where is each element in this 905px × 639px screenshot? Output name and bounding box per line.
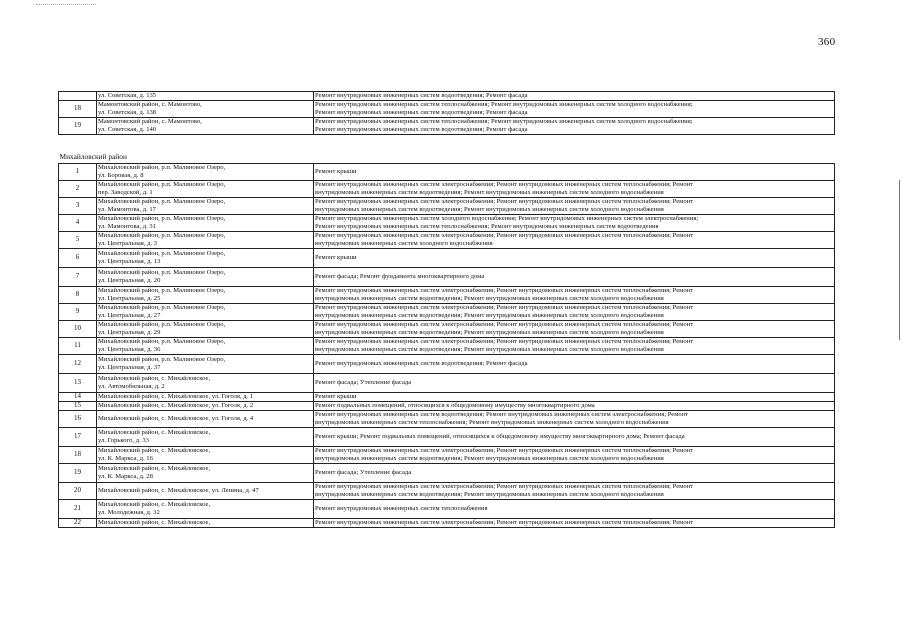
address-cell [97, 411, 314, 428]
address-line: ул. Автомобильная, д. 2 [98, 383, 165, 390]
table-row [59, 393, 835, 402]
work-type-line: внутридомовых инженерных систем водоотведения; Ремонт внутридомовых инженерных систем холодного водоснабжения [315, 455, 664, 462]
work-type-line: Ремонт внутридомовых инженерных систем электроснабжения; Ремонт внутридомовых инженерных систем теплоснабжения; Ремонт [315, 447, 694, 455]
address-line: Михайловский район, с. Михайловское, [98, 519, 211, 527]
work-type-line: внутридомовых инженерных систем водоотведения; Ремонт внутридомовых инженерных систем холодного водоснабжения [315, 312, 664, 319]
table-row [59, 198, 835, 215]
work-type-cell [314, 411, 835, 428]
work-type-cell [314, 338, 835, 355]
address-line: ул. Центральная, д. 25 [98, 295, 161, 302]
table-row [59, 428, 835, 447]
table-row [59, 500, 835, 519]
row-number-cell: 14 [59, 393, 97, 402]
work-type-line: Ремонт внутридомовых инженерных систем электроснабжения; Ремонт внутридомовых инженерных систем теплоснабжения; Ремонт [315, 198, 694, 206]
row-number-cell: 4 [59, 215, 97, 232]
row-number-cell: 7 [59, 268, 97, 287]
work-type-line: Ремонт крыши [315, 393, 357, 401]
address-line: Михайловский район, с. Михайловское, [98, 429, 211, 437]
address-cell [97, 519, 314, 528]
work-type-cell [314, 118, 835, 135]
address-cell [97, 249, 314, 268]
table-row [59, 519, 835, 528]
work-type-cell [314, 483, 835, 500]
work-type-line: внутридомовых инженерных систем теплоснабжения; Ремонт внутридомовых инженерных систем холодного водоснабжения [315, 419, 669, 426]
work-type-line: Ремонт фасада; Ремонт фундамента многоквартирного дома [315, 273, 485, 281]
work-type-line: Ремонт внутридомовых инженерных систем теплоснабжения; Ремонт внутридомовых инженерных систем холодного водоснабжения; [315, 101, 693, 109]
table-row [59, 181, 835, 198]
address-line: Михайловский район, с. Михайловское, ул. Ленина, д. 47 [98, 487, 259, 495]
row-number-cell: 12 [59, 355, 97, 374]
work-type-line: Ремонт крыши; Ремонт подвальных помещений, относящихся к общедомовому имуществу многоквартирного дома; Ремонт фасада [315, 433, 685, 441]
table-row [59, 232, 835, 249]
work-type-cell [314, 181, 835, 198]
work-type-line: Ремонт внутридомовых инженерных систем водоотведения; Ремонт фасада [315, 92, 528, 100]
work-type-line: Ремонт внутридомовых инженерных систем электроснабжения; Ремонт внутридомовых инженерных систем теплоснабжения; Ремонт [315, 483, 694, 491]
work-type-line: внутридомовых инженерных систем водоотведения; Ремонт внутридомовых инженерных систем холодного водоснабжения [315, 189, 664, 196]
table-section-region [59, 164, 835, 528]
address-cell [97, 92, 314, 101]
address-line: ул. Центральная, д. 29 [98, 329, 161, 336]
address-line: ул. Центральная, д. 13 [98, 258, 161, 265]
address-line: ул. Центральная, д. 20 [98, 277, 161, 284]
row-number-cell: 15 [59, 402, 97, 411]
row-number-cell: 5 [59, 232, 97, 249]
row-number-cell: 13 [59, 374, 97, 393]
address-line: ул. Центральная, д. 36 [98, 346, 161, 353]
address-cell [97, 428, 314, 447]
work-type-line: Ремонт внутридомовых инженерных систем водоотведения; Ремонт фасада [315, 109, 528, 116]
address-line: Михайловский район, р.п. Малиновое Озеро, [98, 269, 226, 277]
address-cell [97, 393, 314, 402]
work-type-line: Ремонт внутридомовых инженерных систем электроснабжения; Ремонт внутридомовых инженерных систем теплоснабжения; Ремонт [315, 181, 694, 189]
table-row [59, 411, 835, 428]
address-line: Михайловский район, с. Михайловское, [98, 375, 211, 383]
work-type-cell [314, 287, 835, 304]
work-type-line: Ремонт внутридомовых инженерных систем теплоснабжения; Ремонт внутридомовых инженерных систем водоотведения [315, 223, 659, 230]
work-type-cell [314, 393, 835, 402]
address-line: Михайловский район, р.п. Малиновое Озеро, [98, 198, 226, 206]
work-type-line: Ремонт внутридомовых инженерных систем электроснабжения; Ремонт внутридомовых инженерных систем теплоснабжения; Ремонт [315, 519, 694, 527]
table-row [59, 268, 835, 287]
table-row [59, 374, 835, 393]
table-row [59, 447, 835, 464]
work-type-line: внутридомовых инженерных систем водоотведения; Ремонт внутридомовых инженерных систем холодного водоснабжения [315, 295, 664, 302]
row-number-cell: 9 [59, 304, 97, 321]
address-line: Михайловский район, р.п. Малиновое Озеро, [98, 338, 226, 346]
address-line: ул. К. Маркса, д. 28 [98, 473, 153, 480]
work-type-line: Ремонт фасада; Утепление фасада [315, 469, 412, 477]
address-cell [97, 374, 314, 393]
address-line: Михайловский район, р.п. Малиновое Озеро, [98, 181, 226, 189]
table-row [59, 321, 835, 338]
address-cell [97, 447, 314, 464]
address-cell [97, 355, 314, 374]
address-line: Михайловский район, с. Михайловское, [98, 501, 211, 509]
address-cell [97, 118, 314, 135]
address-line: Мамонтовский район, с. Мамонтово, [98, 101, 202, 109]
work-type-cell [314, 164, 835, 181]
address-line: Михайловский район, р.п. Малиновое Озеро, [98, 287, 226, 295]
work-type-cell [314, 92, 835, 101]
work-type-line: внутридомовых инженерных систем водоотведения; Ремонт внутридомовых инженерных систем холодного водоснабжения [315, 491, 664, 498]
work-type-line: внутридомовых инженерных систем водоотведения; Ремонт внутридомовых инженерных систем холодного водоснабжения [315, 329, 664, 336]
address-line: Михайловский район, р.п. Малиновое Озеро, [98, 321, 226, 329]
address-cell [97, 164, 314, 181]
row-number-cell: 19 [59, 464, 97, 483]
work-type-cell [314, 215, 835, 232]
row-number-cell: 17 [59, 428, 97, 447]
address-line: ул. Центральная, д. 3 [98, 240, 158, 247]
row-number-cell: 18 [59, 101, 97, 118]
address-line: ул. Советская, д. 140 [98, 126, 157, 133]
work-type-line: Ремонт крыши [315, 254, 357, 262]
row-number-cell: 2 [59, 181, 97, 198]
work-type-line: Ремонт внутридомовых инженерных систем электроснабжения; Ремонт внутридомовых инженерных систем теплоснабжения; Ремонт [315, 287, 694, 295]
address-line: Михайловский район, р.п. Малиновое Озеро, [98, 304, 226, 312]
work-type-line: Ремонт крыши [315, 168, 357, 176]
row-number-cell: 19 [59, 118, 97, 135]
address-cell [97, 338, 314, 355]
work-type-line: Ремонт внутридомовых инженерных систем электроснабжения; Ремонт внутридомовых инженерных систем теплоснабжения; Ремонт [315, 338, 694, 346]
work-type-line: Ремонт внутридомовых инженерных систем водоотведения; Ремонт фасада [315, 126, 528, 133]
work-type-line: Ремонт подвальных помещений, относящихся к общедомовому имуществу многоквартирного дома [315, 402, 595, 410]
scan-edge-line [899, 180, 900, 340]
table-row [59, 101, 835, 118]
work-type-cell [314, 355, 835, 374]
address-line: Михайловский район, р.п. Малиновое Озеро, [98, 232, 226, 240]
row-number-cell: 8 [59, 287, 97, 304]
work-type-line: Ремонт внутридомовых инженерных систем водоотведения; Ремонт фасада [315, 360, 528, 368]
address-line: ул. Мамонтова, д. 17 [98, 206, 156, 213]
table-section-previous-region [59, 92, 835, 135]
address-cell [97, 268, 314, 287]
scan-specks [36, 4, 96, 7]
work-type-line: внутридомовых инженерных систем холодного водоснабжения [315, 240, 493, 247]
row-number-cell: 16 [59, 411, 97, 428]
address-cell [97, 483, 314, 500]
table-row [59, 287, 835, 304]
row-number-cell: 1 [59, 164, 97, 181]
address-line: Михайловский район, р.п. Малиновое Озеро, [98, 356, 226, 364]
address-cell [97, 232, 314, 249]
address-line: Михайловский район, с. Михайловское, ул. Гоголя, д. 4 [98, 415, 254, 423]
address-line: Михайловский район, с. Михайловское, ул. Гоголя, д. 2 [98, 402, 254, 410]
table-row [59, 483, 835, 500]
table-row [59, 402, 835, 411]
table-row [59, 164, 835, 181]
address-line: ул. Горького, д. 33 [98, 437, 149, 444]
address-line: ул. Советская, д. 135 [98, 92, 157, 100]
row-number-cell [59, 92, 97, 101]
table-row [59, 118, 835, 135]
work-type-cell [314, 198, 835, 215]
work-type-cell [314, 374, 835, 393]
work-type-cell [314, 447, 835, 464]
address-line: ул. К. Маркса, д. 16 [98, 455, 153, 462]
table-row [59, 92, 835, 101]
address-cell [97, 321, 314, 338]
table-row [59, 304, 835, 321]
table-row [59, 215, 835, 232]
work-type-line: Ремонт внутридомовых инженерных систем холодного водоснабжения; Ремонт внутридомовых инженерных систем электроснабжения; [315, 215, 699, 223]
address-line: ул. Боровая, д. 8 [98, 172, 144, 179]
work-type-cell [314, 268, 835, 287]
work-type-cell [314, 428, 835, 447]
address-cell [97, 500, 314, 519]
work-type-line: Ремонт внутридомовых инженерных систем теплоснабжения; Ремонт внутридомовых инженерных систем холодного водоснабжения; [315, 118, 693, 126]
address-cell [97, 198, 314, 215]
row-number-cell: 10 [59, 321, 97, 338]
work-type-cell [314, 304, 835, 321]
address-cell [97, 402, 314, 411]
work-type-cell [314, 232, 835, 249]
work-type-line: Ремонт внутридомовых инженерных систем водоотведения; Ремонт внутридомовых инженерных систем электроснабжения; Ремонт [315, 411, 689, 419]
work-type-line: Ремонт внутридомовых инженерных систем электроснабжения; Ремонт внутридомовых инженерных систем теплоснабжения; Ремонт [315, 232, 694, 240]
row-number-cell: 22 [59, 519, 97, 528]
address-line: Михайловский район, с. Михайловское, [98, 465, 211, 473]
work-type-line: Ремонт фасада; Утепление фасада [315, 379, 412, 387]
address-line: Михайловский район, р.п. Малиновое Озеро, [98, 250, 226, 258]
address-cell [97, 215, 314, 232]
row-number-cell: 3 [59, 198, 97, 215]
table-row [59, 249, 835, 268]
row-number-cell: 20 [59, 483, 97, 500]
address-cell [97, 464, 314, 483]
work-type-line: внутридомовых инженерных систем водоотведения; Ремонт внутридомовых инженерных систем холодного водоснабжения [315, 206, 664, 213]
table-row [59, 338, 835, 355]
address-line: ул. Центральная, д. 27 [98, 312, 161, 319]
work-type-cell [314, 101, 835, 118]
region-header-section [59, 135, 835, 164]
work-type-cell [314, 464, 835, 483]
address-line: Михайловский район, с. Михайловское, ул. Гоголя, д. 1 [98, 393, 254, 401]
table-row [59, 464, 835, 483]
address-line: ул. Молодежная, д. 32 [98, 509, 160, 516]
address-cell [97, 287, 314, 304]
page-number: 360 [818, 36, 836, 48]
address-line: Михайловский район, с. Михайловское, [98, 447, 211, 455]
address-cell [97, 181, 314, 198]
row-number-cell: 21 [59, 500, 97, 519]
address-line: Мамонтовский район, с. Мамонтово, [98, 118, 202, 126]
table-row [59, 355, 835, 374]
row-number-cell: 18 [59, 447, 97, 464]
address-cell [97, 101, 314, 118]
work-type-line: внутридомовых инженерных систем водоотведения; Ремонт внутридомовых инженерных систем холодного водоснабжения [315, 346, 664, 353]
region-heading: Михайловский район [59, 152, 127, 162]
repair-schedule-table [58, 91, 835, 528]
address-line: ул. Центральная, д. 37 [98, 364, 161, 371]
work-type-cell [314, 519, 835, 528]
work-type-cell [314, 321, 835, 338]
row-number-cell: 6 [59, 249, 97, 268]
address-line: ул. Мамонтова, д. 31 [98, 223, 156, 230]
work-type-cell [314, 500, 835, 519]
address-line: Михайловский район, р.п. Малиновое Озеро, [98, 164, 226, 172]
work-type-cell [314, 402, 835, 411]
work-type-line: Ремонт внутридомовых инженерных систем электроснабжения; Ремонт внутридомовых инженерных систем теплоснабжения; Ремонт [315, 321, 694, 329]
row-number-cell: 11 [59, 338, 97, 355]
region-heading-row [59, 135, 835, 164]
work-type-line: Ремонт внутридомовых инженерных систем электроснабжения; Ремонт внутридомовых инженерных систем теплоснабжения; Ремонт [315, 304, 694, 312]
address-line: Михайловский район, р.п. Малиновое Озеро, [98, 215, 226, 223]
address-cell [97, 304, 314, 321]
work-type-line: Ремонт внутридомовых инженерных систем теплоснабжения [315, 505, 488, 513]
address-line: пер. Заводской, д. 1 [98, 189, 153, 196]
address-line: ул. Советская, д. 138 [98, 109, 157, 116]
work-type-cell [314, 249, 835, 268]
